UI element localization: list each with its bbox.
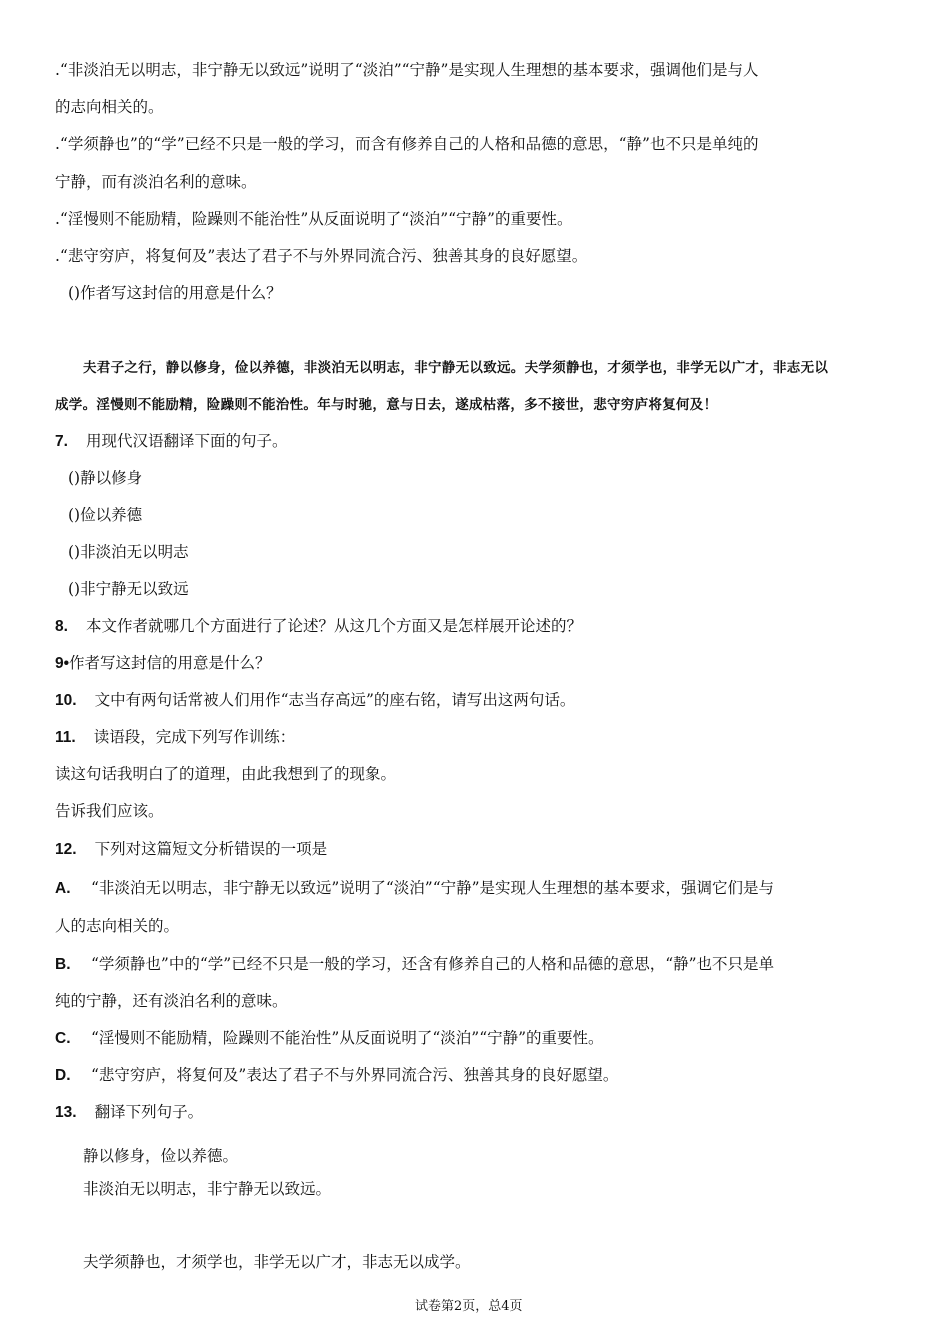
q12-option-d <box>55 1065 910 1086</box>
question-text: 下列对这篇短文分析错误的一项是 <box>94 840 328 858</box>
question-text: 用现代汉语翻译下面的句子。 <box>85 432 288 450</box>
question-number: 7. <box>55 433 68 450</box>
question-text: 翻译下列句子。 <box>94 1103 204 1121</box>
passage-line-1: 夫君子之行，静以修身，俭以养德，非淡泊无以明志，非宁静无以致远。夫学须静也，才须学也，非学无以广才，非志无以 <box>83 360 829 376</box>
option-text: “学须静也”中的“学”已经不只是一般的学习，还含有修养自己的人格和品德的意思，“静”也不只是单 <box>91 955 775 973</box>
question-10 <box>55 690 910 711</box>
option-b-line-2: 宁静，而有淡泊名利的意味。 <box>55 173 257 191</box>
option-text: “淫慢则不能励精，险躁则不能治性”从反面说明了“淡泊”“宁静”的重要性。 <box>91 1029 604 1047</box>
question-text: 文中有两句话常被人们用作“志当存高远”的座右铭，请写出这两句话。 <box>94 691 576 709</box>
question-11 <box>55 727 910 748</box>
question-number: 8. <box>55 618 68 635</box>
option-a-line-1: .“非淡泊无以明志，非宁静无以致远”说明了“淡泊”“宁静”是实现人生理想的基本要求，强调他们是与人 <box>55 61 759 79</box>
q12-option-b-line-2: 纯的宁静，还有淡泊名利的意味。 <box>55 992 288 1010</box>
option-c-line: .“淫慢则不能励精，险躁则不能治性”从反面说明了“淡泊”“宁静”的重要性。 <box>55 210 573 228</box>
option-label: D. <box>55 1067 71 1084</box>
option-text: “悲守穷庐，将复何及”表达了君子不与外界同流合污、独善其身的良好愿望。 <box>91 1066 619 1084</box>
question-number: 12. <box>55 841 77 858</box>
q13-item-1: 静以修身，俭以养德。 <box>83 1147 239 1165</box>
question-number: 10. <box>55 692 77 709</box>
question-text: 本文作者就哪几个方面进行了论述？从这几个方面又是怎样展开论述的？ <box>85 617 582 635</box>
q11-line-1: 读这句话我明白了的道理，由此我想到了的现象。 <box>55 765 397 783</box>
option-label: B. <box>55 956 71 973</box>
question-8 <box>55 616 910 637</box>
passage-line-2: 成学。淫慢则不能励精，险躁则不能治性。年与时驰，意与日去，遂成枯落，多不接世，悲守穷庐将复何及！ <box>55 397 718 413</box>
option-b-line-1: .“学须静也”的“学”已经不只是一般的学习，而含有修养自己的人格和品德的意思，“静”也不只是单纯的 <box>55 135 759 153</box>
question-text: 读语段，完成下列写作训练： <box>93 728 296 746</box>
page-footer: 试卷第2页，总4页 <box>415 1299 523 1314</box>
q12-option-a-line-2: 人的志向相关的。 <box>55 917 180 935</box>
q13-item-3: 夫学须静也，才须学也，非学无以广才，非志无以成学。 <box>83 1253 471 1271</box>
question-number: 13. <box>55 1104 77 1121</box>
q12-option-c <box>55 1028 910 1049</box>
question-12 <box>55 839 910 860</box>
q7-item-4: ()非宁静无以致远 <box>68 580 189 598</box>
q7-item-3: ()非淡泊无以明志 <box>68 543 189 561</box>
question-purpose: ()作者写这封信的用意是什么？ <box>68 284 282 302</box>
question-text: 作者写这封信的用意是什么？ <box>69 654 271 672</box>
option-a-line-2: 的志向相关的。 <box>55 98 164 116</box>
option-label: A. <box>55 880 71 897</box>
option-d-line: .“悲守穷庐，将复何及”表达了君子不与外界同流合污、独善其身的良好愿望。 <box>55 247 588 265</box>
q12-option-b-line-1 <box>55 954 910 975</box>
q13-item-2: 非淡泊无以明志，非宁静无以致远。 <box>83 1180 332 1198</box>
option-text: “非淡泊无以明志，非宁静无以致远”说明了“淡泊”“宁静”是实现人生理想的基本要求，强调它们是与 <box>91 879 775 897</box>
question-number: 9• <box>55 655 70 672</box>
q7-item-2: ()俭以养德 <box>68 506 143 524</box>
question-9 <box>55 653 910 674</box>
option-label: C. <box>55 1030 71 1047</box>
q11-line-2: 告诉我们应该。 <box>55 802 164 820</box>
question-number: 11. <box>55 729 76 746</box>
q12-option-a-line-1 <box>55 878 910 899</box>
question-7 <box>55 431 910 452</box>
question-13 <box>55 1102 910 1123</box>
q7-item-1: ()静以修身 <box>68 469 143 487</box>
